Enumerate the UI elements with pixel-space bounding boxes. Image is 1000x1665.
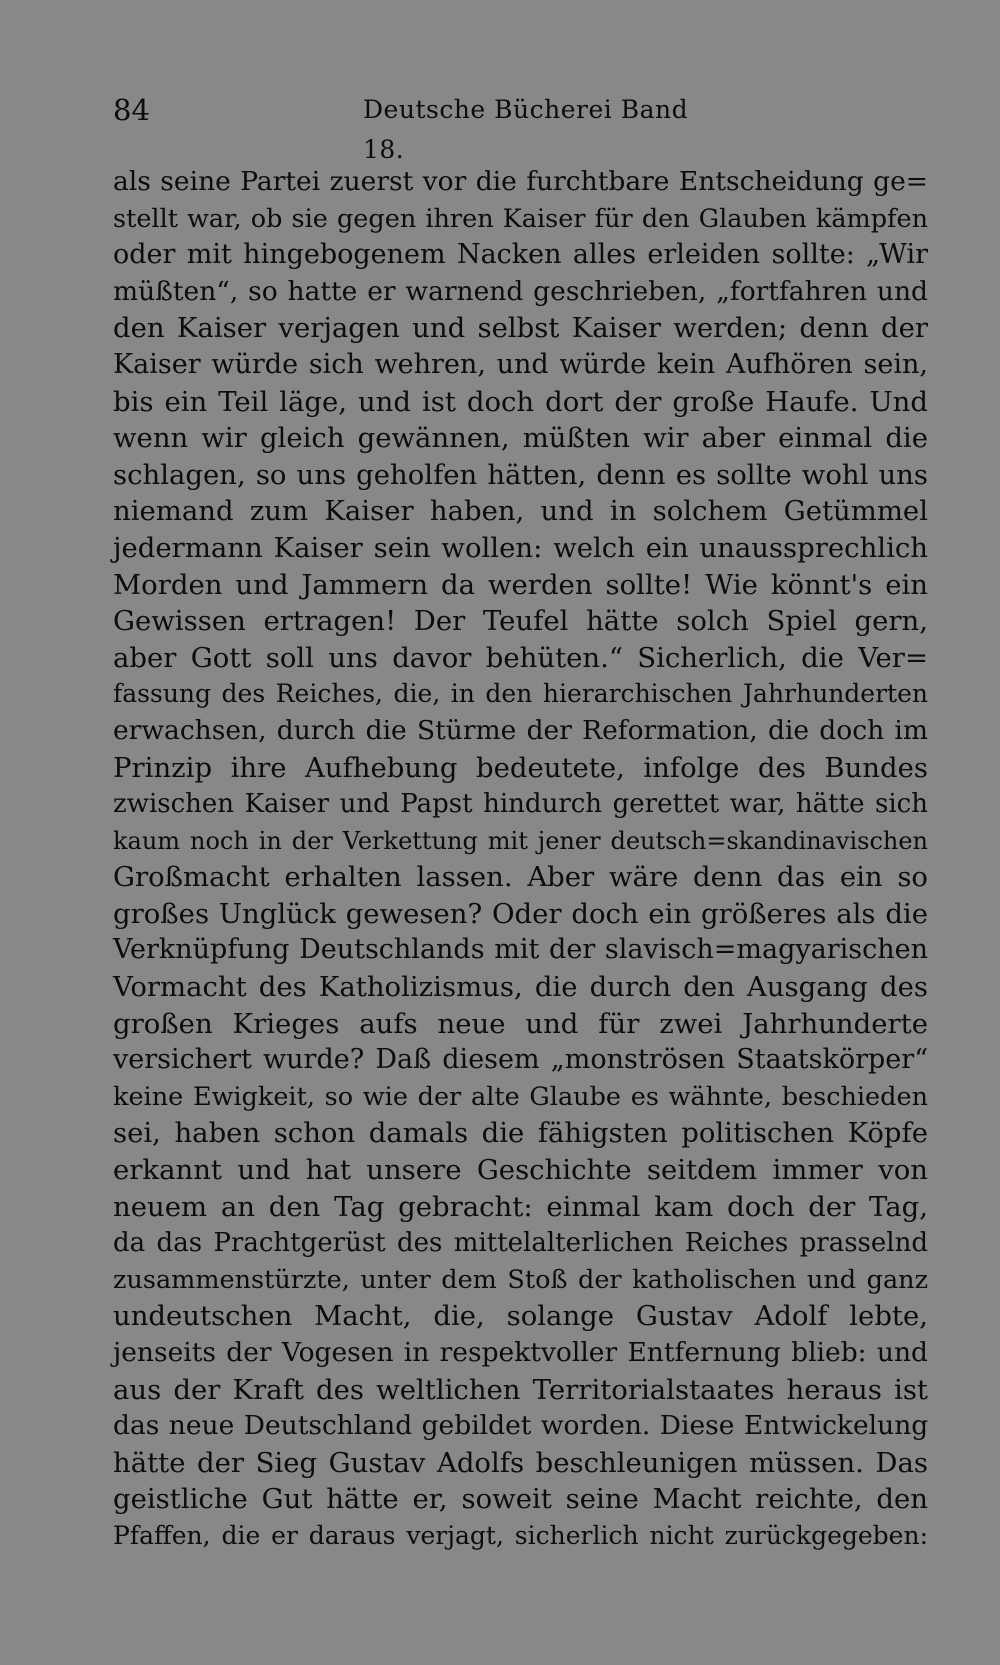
text-line: als seine Partei zuerst vor die furchtbare Entscheidung ge=: [113, 166, 928, 197]
text-line: Großmacht erhalten lassen. Aber wäre denn das ein so: [113, 861, 928, 894]
text-line: stellt war, ob sie gegen ihren Kaiser für den Glauben kämpfen: [113, 203, 928, 234]
text-line: Pfaffen, die er daraus verjagt, sicherlich nicht zurückgegeben:: [113, 1520, 928, 1550]
text-line: großen Krieges aufs neue und für zwei Jahrhunderte: [113, 1007, 928, 1040]
text-line: Vormacht des Katholizismus, die durch den Ausgang des: [113, 971, 928, 1004]
page-number: 84: [113, 93, 150, 127]
text-line: kaum noch in der Verkettung mit jener deutsch=skandinavischen: [113, 826, 928, 855]
text-line: jedermann Kaiser sein wollen: welch ein unaussprechlich: [113, 531, 928, 564]
text-line: erwachsen, durch die Stürme der Reformation, die doch im: [113, 714, 928, 746]
text-line: jenseits der Vogesen in respektvoller Entfernung blieb: und: [113, 1337, 928, 1368]
text-line: neuem an den Tag gebracht: einmal kam doch der Tag,: [113, 1190, 928, 1223]
text-line: Kaiser würde sich wehren, und würde kein Aufhören sein,: [113, 348, 928, 380]
text-line: aus der Kraft des weltlichen Territorialstaates heraus ist: [113, 1373, 928, 1406]
text-line: niemand zum Kaiser haben, und in solchem Getümmel: [113, 495, 928, 528]
text-line: hätte der Sieg Gustav Adolfs beschleunigen müssen. Das: [113, 1446, 928, 1479]
text-line: versichert wurde? Daß diesem „monströsen Staatskörper“: [113, 1044, 928, 1076]
text-line: Gewissen ertragen! Der Teufel hätte solch Spiel gern,: [113, 605, 928, 638]
text-line: den Kaiser verjagen und selbst Kaiser werden; denn der: [113, 312, 928, 345]
body-text: [113, 164, 928, 1555]
text-line: erkannt und hat unsere Geschichte seitdem immer von: [113, 1154, 928, 1187]
text-line: da das Prachtgerüst des mittelalterlichen Reiches prasselnd: [113, 1228, 928, 1259]
text-line: Verknüpfung Deutschlands mit der slavisch=magyarischen: [113, 934, 928, 966]
text-line: wenn wir gleich gewännen, müßten wir aber einmal die: [113, 422, 928, 455]
text-line: müßten“, so hatte er warnend geschrieben, „fortfahren und: [113, 275, 928, 307]
text-line: oder mit hingebogenem Nacken alles erleiden sollte: „Wir: [113, 239, 928, 271]
text-line: fassung des Reiches, die, in den hierarchischen Jahrhunderten: [113, 679, 928, 709]
text-line: undeutschen Macht, die, solange Gustav Adolf lebte,: [113, 1300, 928, 1333]
text-line: großes Unglück gewesen? Oder doch ein größeres als die: [113, 897, 928, 930]
text-line: das neue Deutschland gebildet worden. Diese Entwickelung: [113, 1410, 929, 1442]
text-line: keine Ewigkeit, so wie der alte Glaube es wähnte, beschieden: [113, 1081, 928, 1112]
page-header: [113, 90, 693, 164]
text-line: schlagen, so uns geholfen hätten, denn es sollte wohl uns: [113, 458, 928, 491]
text-line: sei, haben schon damals die fähigsten politischen Köpfe: [113, 1117, 928, 1150]
text-line: Prinzip ihre Aufhebung bedeutete, infolge des Bundes: [113, 751, 928, 784]
text-line: zusammenstürzte, unter dem Stoß der katholischen und ganz: [113, 1264, 928, 1295]
text-line: geistliche Gut hätte er, soweit seine Macht reichte, den: [113, 1483, 928, 1516]
running-title: Deutsche Bücherei Band 18.: [363, 95, 689, 164]
text-line: Morden und Jammern da werden sollte! Wie könnt's ein: [113, 568, 928, 601]
text-line: aber Gott soll uns davor behüten.“ Sicherlich, die Ver=: [113, 641, 928, 674]
text-line: zwischen Kaiser und Papst hindurch gerettet war, hätte sich: [113, 789, 928, 820]
text-line: bis ein Teil läge, und ist doch dort der große Haufe. Und: [113, 385, 928, 418]
